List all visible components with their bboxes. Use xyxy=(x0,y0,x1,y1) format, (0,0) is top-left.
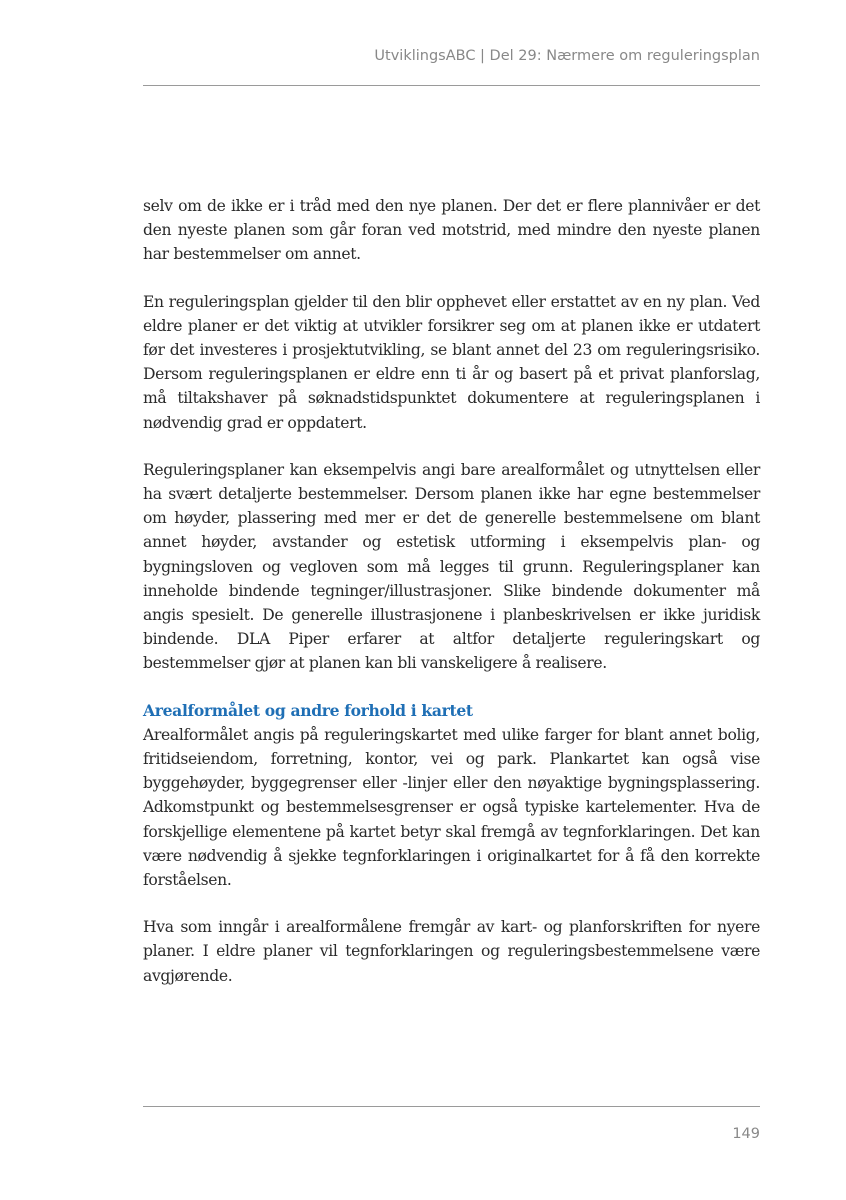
page-body xyxy=(143,194,760,1011)
body-paragraph: selv om de ikke er i tråd med den nye planen. Der det er flere plannivåer er det den nyeste planen som går foran ved motstrid, med mindre den nyeste planen har bestemmelser om annet. xyxy=(143,197,760,264)
body-paragraph: Arealformålet angis på reguleringskartet med ulike farger for blant annet bolig, fritidseiendom, forretning, kontor, vei og park. Plankartet kan også vise byggehøyder, byggegrenser eller -linjer eller den nøyaktige bygningsplassering. Adkomstpunkt og bestemmelsesgrenser er også typiske kartelementer. Hva de forskjellige elementene på kartet betyr skal fremgå av tegnforklaringen. Det kan være nødvendig å sjekke tegnforklaringen i originalkartet for å få den korrekte forståelsen. xyxy=(143,725,760,890)
page-number: 149 xyxy=(732,1126,760,1142)
footer-divider xyxy=(143,1106,760,1107)
body-paragraph: Hva som inngår i arealformålene fremgår av kart- og planforskriften for nyere planer. I eldre planer vil tegnforklaringen og reguleringsbestemmelsene være avgjørende. xyxy=(143,918,760,985)
running-header: UtviklingsABC | Del 29: Nærmere om reguleringsplan xyxy=(374,48,760,64)
section-heading: Arealformålet og andre forhold i kartet xyxy=(143,700,473,720)
body-paragraph: En reguleringsplan gjelder til den blir opphevet eller erstattet av en ny plan. Ved eldre planer er det viktig at utvikler forsikrer seg om at planen ikke er utdatert før det investeres i prosjektutvikling, se blant annet del 23 om reguleringsrisiko. Dersom reguleringsplanen er eldre enn ti år og basert på et privat planforslag, må tiltakshaver på søknadstidspunktet dokumentere at reguleringsplanen i nødvendig grad er oppdatert. xyxy=(143,292,760,432)
header-divider xyxy=(143,85,760,86)
body-paragraph: Reguleringsplaner kan eksempelvis angi bare arealformålet og utnyttelsen eller ha svært detaljerte bestemmelser. Dersom planen ikke har egne bestemmelser om høyder, plassering med mer er det de generelle bestemmelsene om blant annet høyder, avstander og estetisk utforming i eksempelvis plan- og bygningsloven og vegloven som må legges til grunn. Reguleringsplaner kan inneholde bindende tegninger/illustrasjoner. Slike bindende dokumenter må angis spesielt. De generelle illustrasjonene i planbeskrivelsen er ikke juridisk bindende. DLA Piper erfarer at altfor detaljerte reguleringskart og bestemmelser gjør at planen kan bli vanskeligere å realisere. xyxy=(143,460,760,673)
